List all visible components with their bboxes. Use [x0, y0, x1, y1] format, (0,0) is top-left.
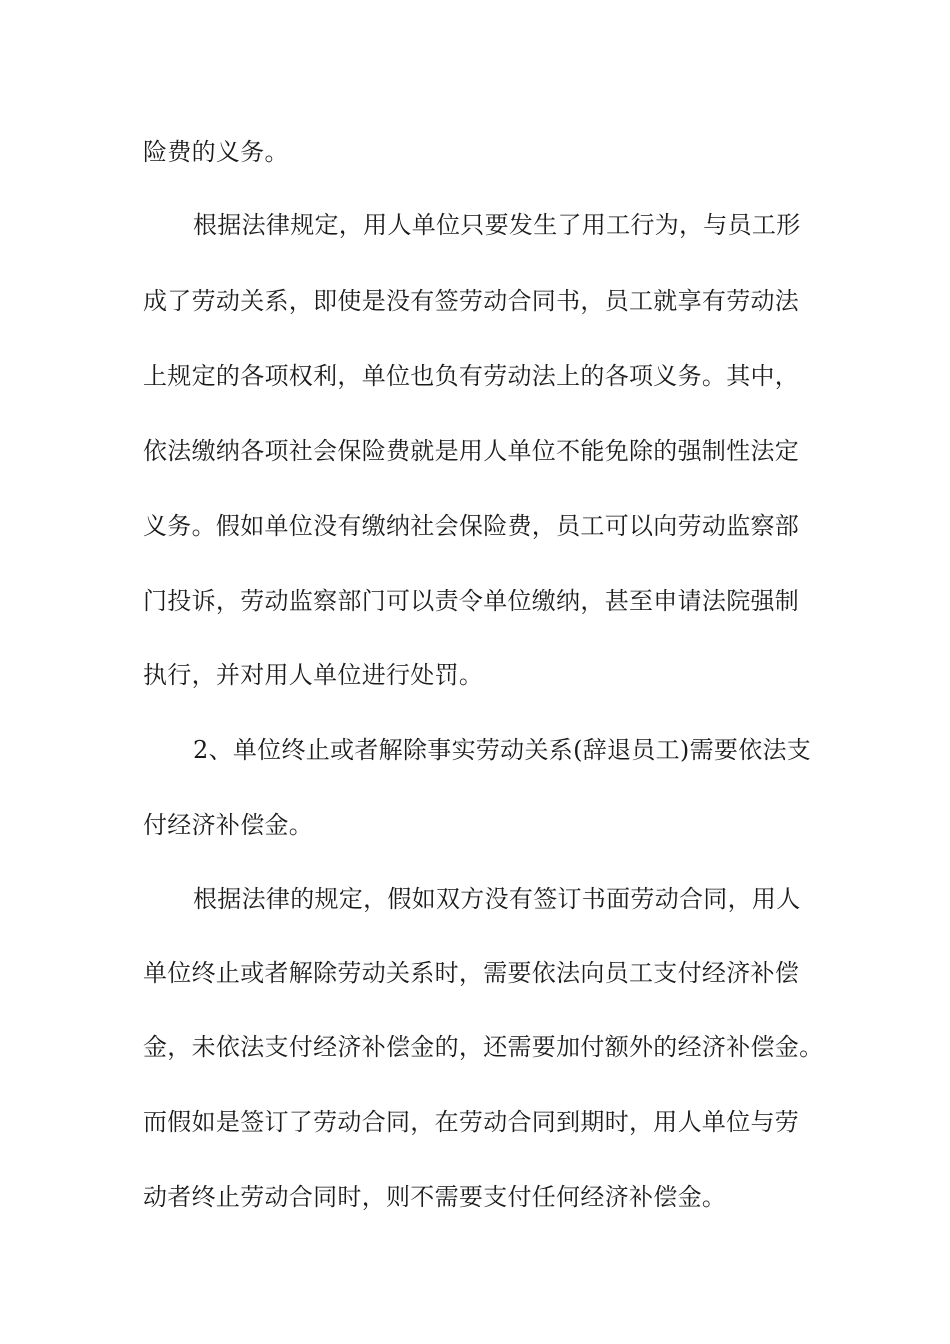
text-line: 而假如是签订了劳动合同，在劳动合同到期时，用人单位与劳: [143, 1108, 800, 1136]
text-line: 执行，并对用人单位进行处罚。: [143, 661, 484, 689]
text-line: 门投诉，劳动监察部门可以责令单位缴纳，甚至申请法院强制: [143, 587, 800, 615]
paragraph-first-line: 根据法律规定，用人单位只要发生了用工行为，与员工形: [193, 211, 801, 239]
text-line: 险费的义务。: [143, 138, 289, 166]
text-line: 依法缴纳各项社会保险费就是用人单位不能免除的强制性法定: [143, 437, 800, 465]
paragraph-first-line: 根据法律的规定，假如双方没有签订书面劳动合同，用人: [193, 885, 801, 913]
text-line: 单位终止或者解除劳动关系时，需要依法向员工支付经济补偿: [143, 959, 800, 987]
text-line: 动者终止劳动合同时，则不需要支付任何经济补偿金。: [143, 1183, 727, 1211]
text-line: 成了劳动关系，即使是没有签劳动合同书，员工就享有劳动法: [143, 287, 800, 315]
text-line: 金，未依法支付经济补偿金的，还需要加付额外的经济补偿金。: [143, 1033, 824, 1061]
text-line: 上规定的各项权利，单位也负有劳动法上的各项义务。其中，: [143, 362, 800, 390]
text-line: 付经济补偿金。: [143, 811, 314, 839]
text-line: 义务。假如单位没有缴纳社会保险费，员工可以向劳动监察部: [143, 512, 800, 540]
section-heading-line: 2、单位终止或者解除事实劳动关系(辞退员工)需要依法支: [193, 736, 812, 764]
